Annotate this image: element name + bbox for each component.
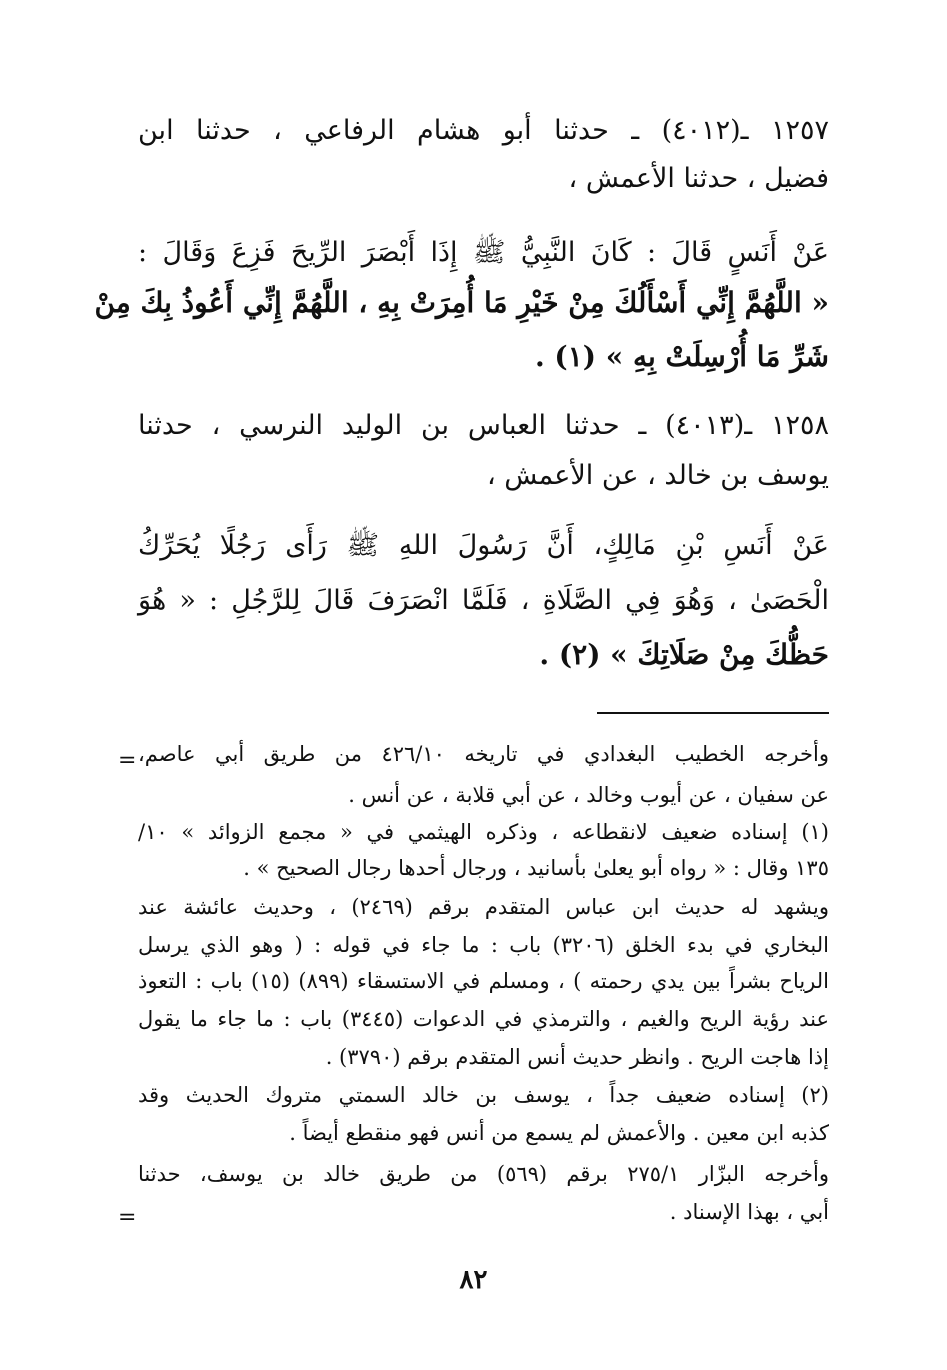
footnote-line-4: ١٣٥ وقال : « رواه أبو يعلىٰ بأسانيد ، ورجال أحدها رجال الصحيح » . bbox=[243, 856, 829, 880]
footnote-line-11: كذبه ابن معين . والأعمش لم يسمع من أنس فهو منقطع أيضاً . bbox=[289, 1121, 829, 1145]
footnote-line-10: (٢) إسناده ضعيف جداً ، يوسف بن خالد السمتي متروك الحديث وقد bbox=[138, 1083, 829, 1107]
continuation-marker-top: = bbox=[118, 748, 137, 773]
hadith-1258-matn-line-3: حَظُّكَ مِنْ صَلَاتِكَ » (٢) . bbox=[539, 638, 829, 671]
hadith-1257-isnad-line-2: فضيل ، حدثنا الأعمش ، bbox=[568, 163, 829, 194]
footnote-line-2: عن سفيان ، عن أيوب وخالد ، عن أبي قلابة ، عن أنس . bbox=[348, 783, 829, 807]
footnote-line-8: عند رؤية الريح والغيم ، والترمذي في الدعوات (٣٤٤٥) باب : ما جاء ما يقول bbox=[138, 1007, 829, 1031]
footnote-line-9: إذا هاجت الريح . وانظر حديث أنس المتقدم برقم (٣٧٩٠) . bbox=[325, 1045, 829, 1069]
page-number: ٨٢ bbox=[459, 1265, 488, 1295]
footnote-line-5: ويشهد له حديث ابن عباس المتقدم برقم (٢٤٦٩) ، وحديث عائشة عند bbox=[138, 895, 829, 919]
hadith-1257-matn-line-1: عَنْ أَنَسٍ قَالَ : كَانَ النَّبِيُّ ﷺ إِذَا أَبْصَرَ الرِّيحَ فَزِعَ وَقَالَ : bbox=[138, 237, 829, 268]
hadith-1257-isnad-line-1: ١٢٥٧ ـ(٤٠١٢) ـ حدثنا أبو هشام الرفاعي ، حدثنا ابن bbox=[138, 115, 829, 146]
hadith-1258-isnad-line-1: ١٢٥٨ ـ(٤٠١٣) ـ حدثنا العباس بن الوليد النرسي ، حدثنا bbox=[138, 410, 829, 441]
footnote-line-13: أبي ، بهذا الإسناد . bbox=[669, 1200, 829, 1224]
footnote-line-3: (١) إسناده ضعيف لانقطاعه ، وذكره الهيثمي في « مجمع الزوائد » ١٠/ bbox=[138, 820, 829, 844]
footnote-line-12: وأخرجه البزّار ٢٧٥/١ برقم (٥٦٩) من طريق خالد بن يوسف، حدثنا bbox=[138, 1162, 829, 1186]
hadith-1257-matn-line-3: شَرِّ مَا أُرْسِلَتْ بِهِ » (١) . bbox=[534, 340, 829, 373]
hadith-1258-isnad-line-2: يوسف بن خالد ، عن الأعمش ، bbox=[486, 460, 829, 491]
hadith-1258-matn-line-2: الْحَصَىٰ ، وَهُوَ فِي الصَّلَاةِ ، فَلَمَّا انْصَرَفَ قَالَ لِلرَّجُلِ : « هُوَ bbox=[138, 585, 829, 616]
footnote-line-1: وأخرجه الخطيب البغدادي في تاريخه ٤٢٦/١٠ من طريق أبي عاصم، bbox=[138, 742, 829, 766]
hadith-1258-matn-line-1: عَنْ أَنَسِ بْنِ مَالِكٍ، أَنَّ رَسُولَ اللهِ ﷺ رَأَى رَجُلًا يُحَرِّكُ bbox=[138, 530, 829, 561]
footnote-line-7: الرياح بشراً بين يدي رحمته ) ، ومسلم في الاستسقاء (٨٩٩) (١٥) باب : التعوذ bbox=[138, 969, 830, 993]
footnote-line-6: البخاري في بدء الخلق (٣٢٠٦) باب : ما جاء في قوله : ( وهو الذي يرسل bbox=[138, 933, 829, 957]
continuation-marker-bottom: = bbox=[118, 1205, 137, 1230]
footnote-separator bbox=[597, 712, 829, 714]
hadith-1257-matn-line-2: « اللَّهُمَّ إِنِّي أَسْأَلُكَ مِنْ خَيْرِ مَا أُمِرَتْ بِهِ ، اللَّهُمَّ إِنِّي أَعُوذُ بِكَ مِنْ bbox=[94, 286, 829, 319]
